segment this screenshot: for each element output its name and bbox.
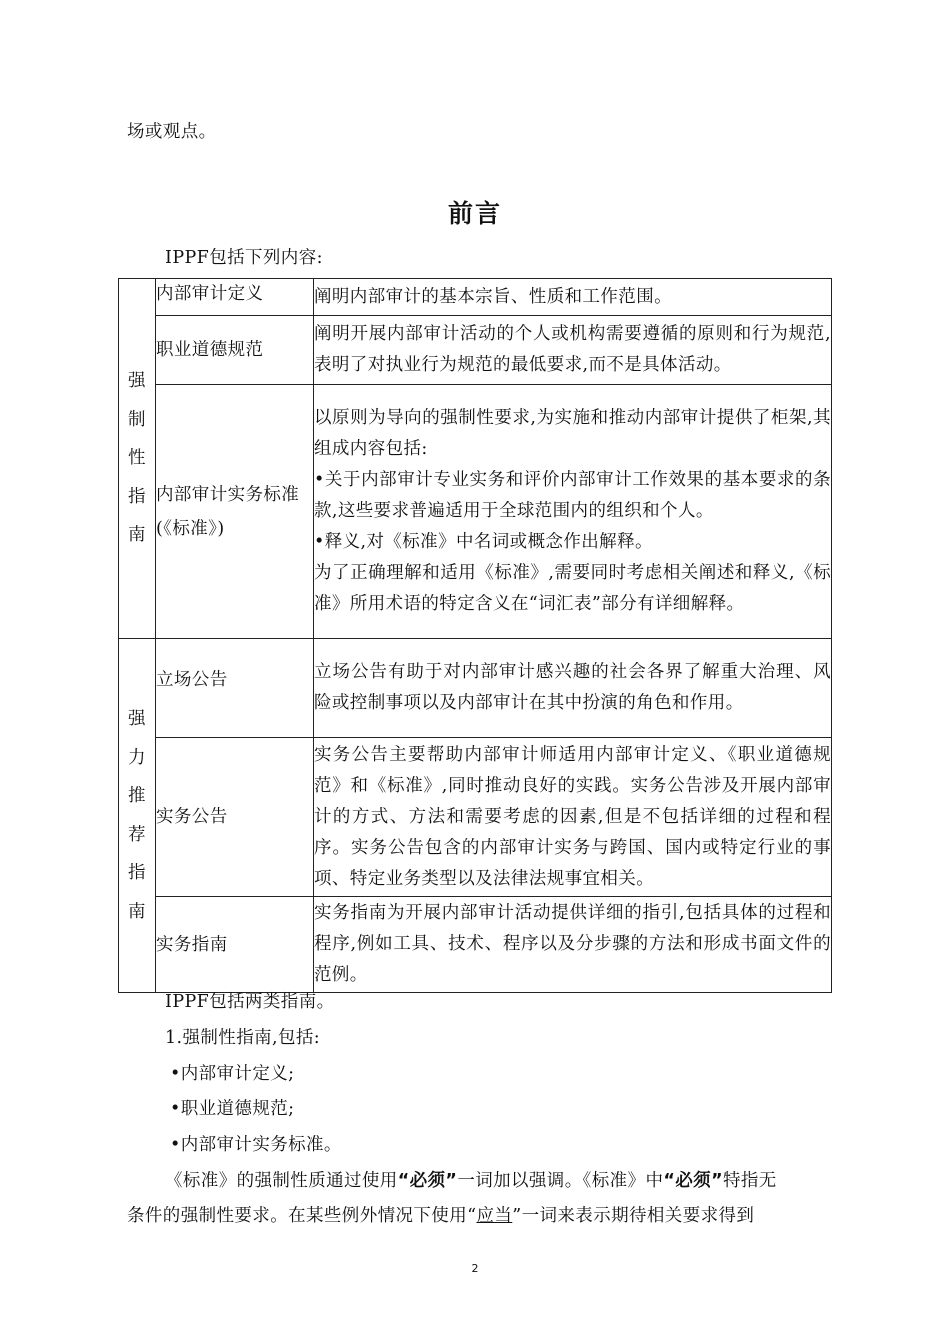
ippf-table bbox=[118, 278, 832, 993]
table-row bbox=[119, 316, 832, 385]
row-name: 实务公告 bbox=[156, 738, 314, 897]
page-title: 前言 bbox=[447, 199, 502, 228]
emphasis-must: “必须” bbox=[397, 1171, 458, 1191]
table-row bbox=[119, 639, 832, 738]
after-line-2: 1.强制性指南,包括: bbox=[165, 1028, 321, 1048]
emphasis-must: “必须” bbox=[663, 1171, 723, 1191]
top-fragment: 场或观点。 bbox=[127, 122, 217, 142]
table-row bbox=[119, 738, 832, 897]
bullet-item: •内部审计定义; bbox=[170, 1064, 295, 1084]
paragraph-line-2: 条件的强制性要求。在某些例外情况下使用“应当”一词来表示期待相关要求得到 bbox=[127, 1206, 755, 1226]
underlined-should: 应当 bbox=[476, 1206, 513, 1226]
intro-text: IPPF包括下列内容: bbox=[165, 248, 323, 268]
row-name: 实务指南 bbox=[156, 897, 314, 993]
paragraph-line-1: 《标准》的强制性质通过使用“必须”一词加以强调。《标准》中“必须”特指无 bbox=[165, 1171, 777, 1191]
row-desc: 以原则为导向的强制性要求,为实施和推动内部审计提供了柜架,其组成内容包括: •关于内部审计专业实务和评价内部审计工作效果的基本要求的条款,这些要求普遍适用于全球范围内的组织和个人。 •释义,对《标准》中名词或概念作出解释。 为了正确理解和适用《标准》,需要同时考虑相关阐述和释义,《标准》所用术语的特定含义在“词汇表”部分有详细解释。 bbox=[314, 385, 832, 639]
row-name: 立场公告 bbox=[156, 639, 314, 738]
row-name: 职业道德规范 bbox=[156, 316, 314, 385]
group-label-mandatory: 强 制 性 指 南 bbox=[119, 279, 156, 639]
row-desc: 阐明开展内部审计活动的个人或机构需要遵循的原则和行为规范,表明了对执业行为规范的最低要求,而不是具体活动。 bbox=[314, 316, 832, 385]
table-row bbox=[119, 279, 832, 316]
bullet-item: •职业道德规范; bbox=[170, 1099, 295, 1119]
group-label-recommended: 强 力 推 荐 指 南 bbox=[119, 639, 156, 993]
table-row bbox=[119, 897, 832, 993]
bullet-item: •内部审计实务标准。 bbox=[170, 1135, 342, 1155]
row-desc: 立场公告有助于对内部审计感兴趣的社会各界了解重大治理、风险或控制事项以及内部审计在其中扮演的角色和作用。 bbox=[314, 639, 832, 738]
after-line-1: IPPF包括两类指南。 bbox=[165, 992, 335, 1012]
row-name: 内部审计定义 bbox=[156, 279, 314, 316]
table-row bbox=[119, 385, 832, 639]
row-name: 内部审计实务标准(《标准》) bbox=[156, 385, 314, 639]
page-number: 2 bbox=[471, 1262, 479, 1275]
row-desc: 实务公告主要帮助内部审计师适用内部审计定义、《职业道德规范》和《标准》,同时推动良好的实践。实务公告涉及开展内部审计的方式、方法和需要考虑的因素,但是不包括详细的过程和程序。实务公告包含的内部审计实务与跨国、国内或特定行业的事项、特定业务类型以及法律法规事宜相关。 bbox=[314, 738, 832, 897]
row-desc: 阐明内部审计的基本宗旨、性质和工作范围。 bbox=[314, 279, 832, 316]
row-desc: 实务指南为开展内部审计活动提供详细的指引,包括具体的过程和程序,例如工具、技术、程序以及分步骤的方法和形成书面文件的范例。 bbox=[314, 897, 832, 993]
